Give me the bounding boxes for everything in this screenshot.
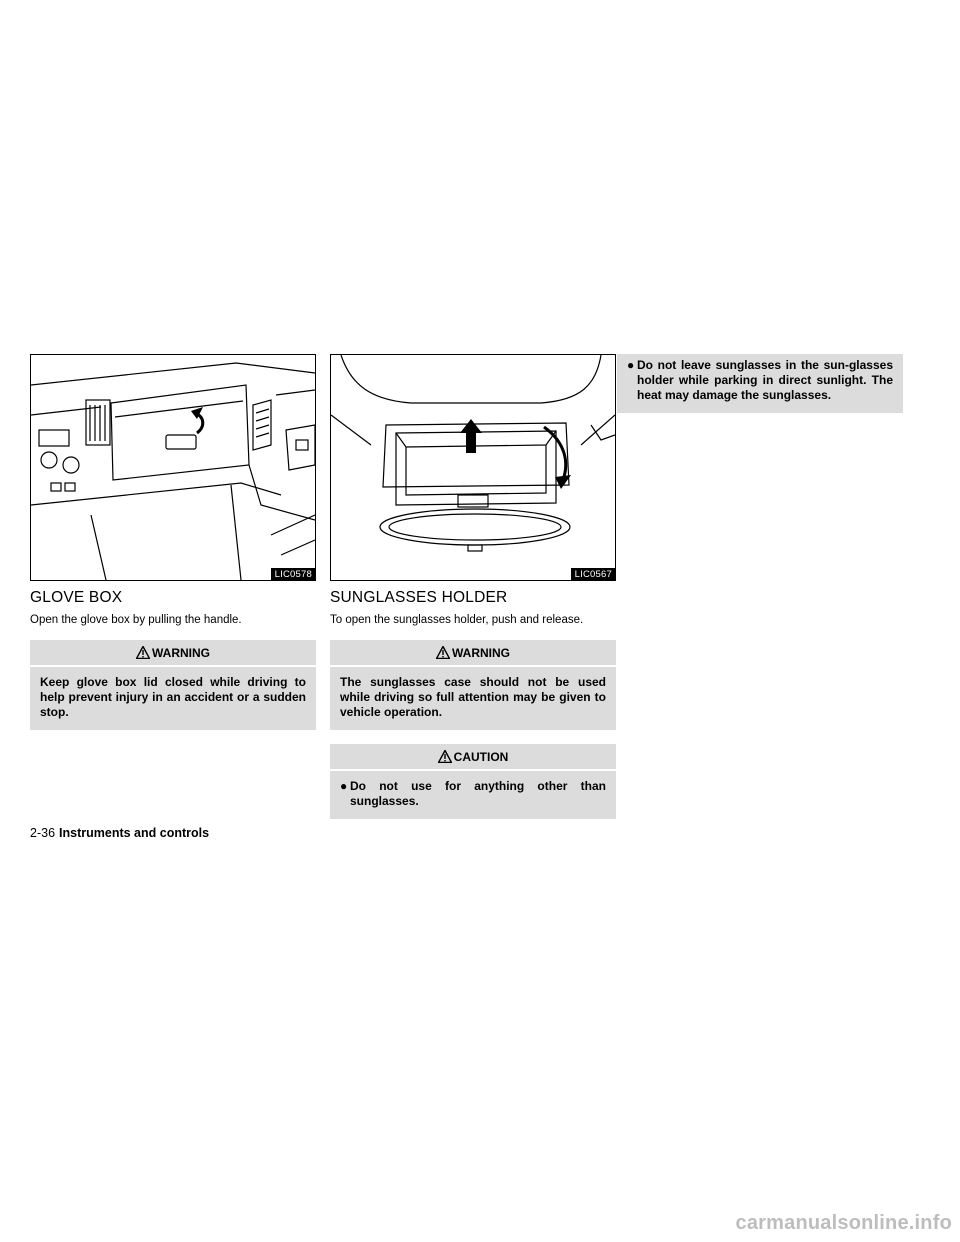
list-item: ● Do not use for anything other than sunglasses. [340, 779, 606, 808]
caution-box [330, 744, 616, 819]
watermark: carmanualsonline.info [735, 1212, 952, 1234]
caution-item [330, 771, 616, 809]
warning-box [30, 640, 316, 730]
glovebox-drawing [31, 355, 315, 580]
sunglasses-illustration [330, 354, 616, 581]
bullet-icon: ● [627, 358, 635, 372]
page-footer [30, 826, 209, 840]
section-title-glovebox: GLOVE BOX [30, 589, 123, 606]
page-number: 2-36 [30, 826, 56, 840]
caution-header [330, 744, 616, 771]
warning-header [30, 640, 316, 667]
warning-triangle-icon [136, 646, 150, 659]
warning-header [330, 640, 616, 667]
sunglasses-column [330, 354, 616, 819]
warning-label: WARNING [152, 646, 210, 660]
section-title-sunglasses: SUNGLASSES HOLDER [330, 589, 508, 606]
sunglasses-drawing [331, 355, 615, 580]
glovebox-intro: Open the glove box by pulling the handle. [30, 614, 242, 626]
warning-label: WARNING [452, 646, 510, 660]
glovebox-column [30, 354, 316, 730]
warning-text: Keep glove box lid closed while driving to help prevent injury in an accident or a sudden stop. [40, 675, 306, 719]
caution-continued-column [617, 354, 903, 413]
figure-id: LIC0567 [571, 568, 615, 580]
caution-label: CAUTION [453, 750, 509, 764]
bullet-icon: ● [340, 779, 348, 793]
warning-triangle-icon [436, 646, 450, 659]
caution-triangle-icon [438, 750, 452, 763]
section-name: Instruments and controls [59, 826, 210, 840]
list-item: ● Do not leave sunglasses in the sun-glasses holder while parking in direct sunlight. The heat may damage the sunglasses. [627, 358, 893, 402]
warning-box [330, 640, 616, 730]
warning-text: The sunglasses case should not be used while driving so full attention may be given to vehicle operation. [340, 675, 606, 719]
caution-item [617, 354, 903, 403]
figure-id: LIC0578 [271, 568, 315, 580]
sunglasses-intro: To open the sunglasses holder, push and release. [330, 614, 584, 626]
glovebox-illustration [30, 354, 316, 581]
caution-box-continued [617, 354, 903, 413]
